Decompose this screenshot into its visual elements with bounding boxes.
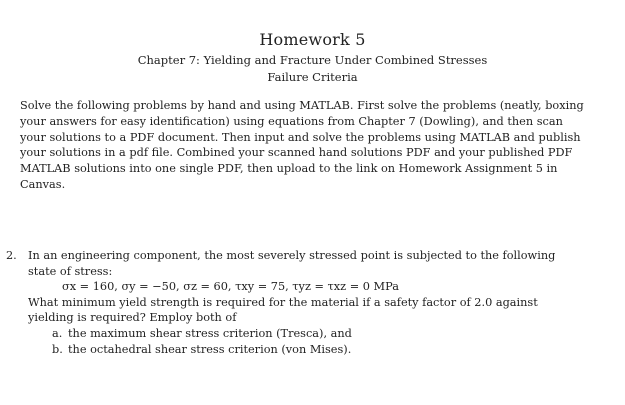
list-item-text: the maximum shear stress criterion (Tresca), and bbox=[68, 326, 352, 340]
intro-line: Solve the following problems by hand and using MATLAB. First solve the problems (neatly, boxing bbox=[20, 99, 584, 112]
instructions-paragraph bbox=[20, 98, 610, 193]
list-item-label: a. bbox=[52, 326, 63, 340]
question-line: yielding is required? Employ both of bbox=[28, 311, 237, 325]
stress-state-equation: σx = 160, σy = −50, σz = 60, τxy = 75, τyz = τxz = 0 MPa bbox=[62, 280, 399, 294]
intro-line: your solutions to a PDF document. Then input and solve the problems using MATLAB and publish bbox=[20, 130, 581, 144]
intro-line: MATLAB solutions into one single PDF, then upload to the link on Homework Assignment 5 in bbox=[20, 162, 558, 176]
problem-number: 2. bbox=[6, 249, 17, 262]
document-title: Homework 5 bbox=[259, 30, 366, 49]
list-item-label: b. bbox=[52, 342, 63, 356]
list-item bbox=[28, 326, 608, 342]
problem-line: state of stress: bbox=[28, 264, 113, 278]
topic-subtitle: Failure Criteria bbox=[267, 70, 358, 84]
question-line: What minimum yield strength is required for the material if a safety factor of 2.0 against bbox=[28, 295, 538, 309]
list-item-text: the octahedral shear stress criterion (von Mises). bbox=[68, 342, 352, 356]
problem-body bbox=[28, 248, 608, 357]
problem-line: In an engineering component, the most severely stressed point is subjected to the following bbox=[28, 249, 556, 262]
criteria-list bbox=[28, 326, 608, 357]
intro-line: your solutions in a pdf file. Combined your scanned hand solutions PDF and your published PDF bbox=[20, 146, 573, 160]
intro-line: Canvas. bbox=[20, 177, 66, 191]
list-item bbox=[28, 342, 608, 358]
intro-line: your answers for easy identification) using equations from Chapter 7 (Dowling), and then scan bbox=[20, 114, 563, 128]
chapter-subtitle: Chapter 7: Yielding and Fracture Under Combined Stresses bbox=[137, 53, 488, 67]
